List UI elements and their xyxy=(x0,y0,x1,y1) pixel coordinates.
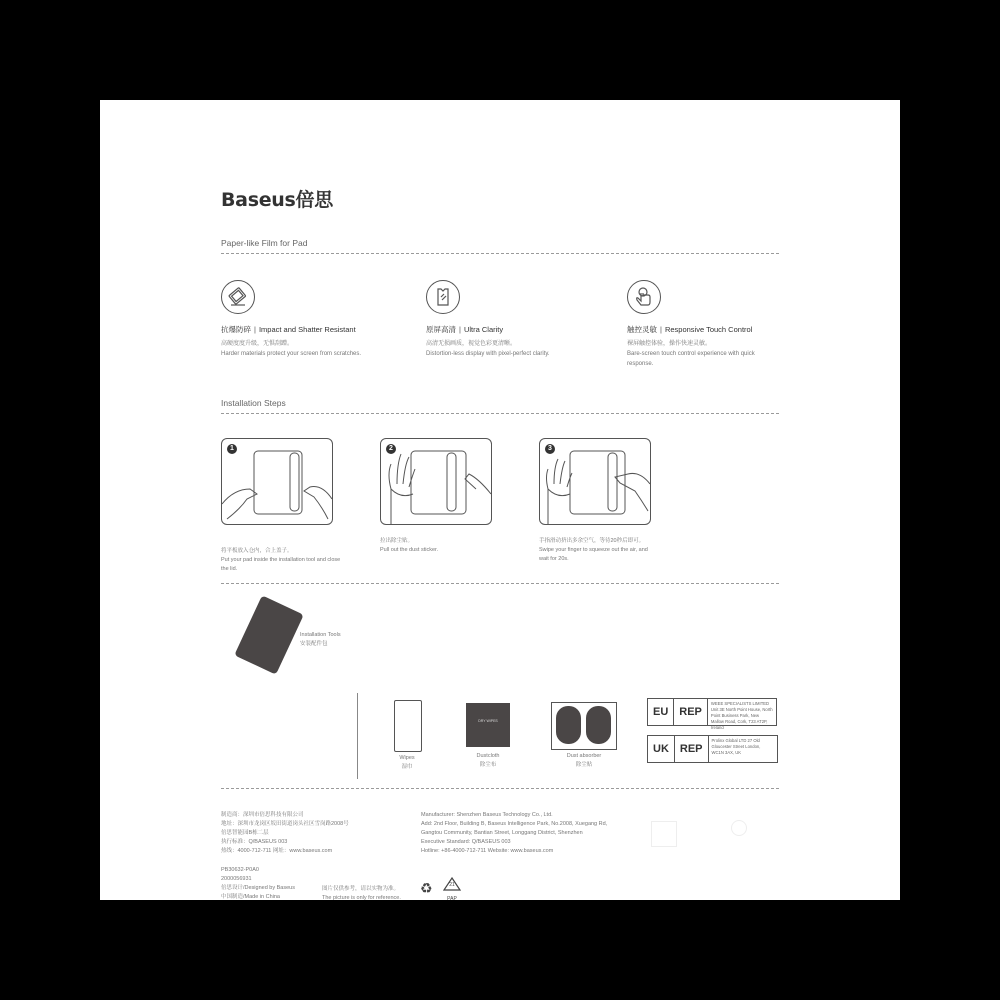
rep-region: UK xyxy=(648,736,675,762)
dust-sticker xyxy=(556,706,581,744)
feature-desc-en: Distortion-less display with pixel-perfect clarity. xyxy=(426,351,550,357)
dust-sticker xyxy=(586,706,611,744)
dust-absorber-label xyxy=(552,752,616,770)
footer-line: 热线：4000-712-711 网址：www.baseus.com xyxy=(221,848,333,854)
rep-address: Prolinx Global LTD 27 Old Gloucester Street London, WC1N 3AX, UK xyxy=(711,738,761,755)
label-cn: 除尘贴 xyxy=(575,762,593,768)
footer-line: 执行标准：Q/BASEUS 003 xyxy=(221,839,288,845)
recycle-icon: ♻ xyxy=(420,880,433,896)
label-en: Installation Tools xyxy=(300,632,341,638)
step-1-desc xyxy=(221,547,341,574)
label-en: Wipes xyxy=(399,755,415,761)
label-en: Dust absorber xyxy=(566,753,602,759)
dustcloth-image xyxy=(466,703,510,747)
step-desc-en: Put your pad inside the installation tool and close the lid. xyxy=(221,557,341,572)
feature-desc-cn: 高硬度度升级，无惧刮蹭。 xyxy=(221,341,294,347)
eu-rep-box xyxy=(647,698,777,730)
feature-title-en: Responsive Touch Control xyxy=(664,325,753,334)
packaging-sheet xyxy=(100,100,900,900)
divider xyxy=(221,583,779,584)
footer-line: Manufacturer: Shenzhen Baseus Technology Co., Ltd. xyxy=(421,812,553,818)
step-desc-en: Swipe your finger to squeeze out the air, and wait for 20s. xyxy=(539,547,648,562)
faded-mark-square xyxy=(651,821,677,847)
rep-label: REP xyxy=(675,736,709,762)
label-cn: 除尘布 xyxy=(479,762,497,768)
feature-desc-en: Bare-screen touch control experience with quick response. xyxy=(627,351,755,367)
note-en: The picture is only for reference. xyxy=(322,895,401,901)
footer-en-info xyxy=(421,811,607,856)
made-in: 中国制造/Made in China xyxy=(221,894,280,900)
footer-line: Gangtou Community, Bantian Street, Longgang District, Shenzhen xyxy=(421,830,583,836)
step-desc-cn: 拉出除尘贴。 xyxy=(380,538,414,544)
divider xyxy=(221,413,779,414)
installation-title: Installation Steps xyxy=(221,398,286,408)
step-2-illustration xyxy=(380,438,492,525)
footer-line: Add: 2nd Floor, Building B, Baseus Intelligence Park, No.2008, Xuegang Rd, xyxy=(421,821,608,827)
feature-title-en: Impact and Shatter Resistant xyxy=(258,325,356,334)
footer-line: 制造商：深圳市倍思科技有限公司 xyxy=(221,812,304,818)
footer-line: 地址：深圳市龙岗区坂田街道岗头社区雪岗路2008号 xyxy=(221,821,349,827)
brand-logo: Baseus倍思 xyxy=(221,189,333,211)
installation-tool-image xyxy=(234,595,304,674)
step-number: 2 xyxy=(386,444,396,454)
installation-tools-label xyxy=(300,631,341,649)
step-number: 1 xyxy=(227,444,237,454)
label-cn: 湿巾 xyxy=(401,764,413,770)
divider xyxy=(221,788,779,789)
step-2-desc xyxy=(380,537,500,555)
wipes-image xyxy=(394,700,422,752)
wipes-label xyxy=(396,754,418,772)
uk-rep-box xyxy=(647,735,778,763)
feature-desc-cn: 高清无损画质，视觉色彩更清晰。 xyxy=(426,341,517,347)
feature-title-en: Ultra Clarity xyxy=(463,325,504,334)
footer-cn-info xyxy=(221,811,349,856)
shield-tablet-icon xyxy=(221,280,255,314)
feature-desc-en: Harder materials protect your screen from scratches. xyxy=(221,351,362,357)
step-3-desc xyxy=(539,537,659,564)
feature-title-cn: 原屏高清 xyxy=(426,325,456,334)
touch-finger-icon xyxy=(627,280,661,314)
barcode-number: 2000056931 xyxy=(221,876,252,882)
label-cn: 安装配件包 xyxy=(300,641,328,647)
step-3-illustration xyxy=(539,438,651,525)
product-title: Paper-like Film for Pad xyxy=(221,238,308,248)
rep-label: REP xyxy=(674,699,708,725)
step-1-illustration xyxy=(221,438,333,525)
rep-region: EU xyxy=(648,699,674,725)
recycle-code: 21 xyxy=(449,882,455,888)
step-number: 3 xyxy=(545,444,555,454)
feature-clarity: 原屏高清 | Ultra Clarity 高清无损画质，视觉色彩更清晰。 Distortion-less display with pixel-perfect clarity. xyxy=(426,280,596,359)
step-desc-cn: 手指滑动挤出多余空气，等待20秒后即可。 xyxy=(539,538,645,544)
feature-title-cn: 抗爆防碎 xyxy=(221,325,251,334)
pap-recycle-icon xyxy=(443,877,461,902)
footer-line: 倍思智能园B栋二层 xyxy=(221,830,269,836)
dustcloth-pack-label: DRY WIPES xyxy=(478,719,498,723)
rep-address: WEEE SPECIALISTS LIMITED Unit 3E North Point House, North Point Business Park, New Mallow Road, Cork, T23 AT2P, Ireland xyxy=(710,701,773,730)
footer-line: Hotline: +86-4000-712-711 Website: www.baseus.com xyxy=(421,848,554,854)
feature-touch: 触控灵敏 | Responsive Touch Control 裸屏触控体验，操作快速灵敏。 Bare-screen touch control experience with quick response. xyxy=(627,280,797,369)
faded-mark-circle xyxy=(731,820,747,836)
footer-line: Executive Standard: Q/BASEUS 003 xyxy=(421,839,511,845)
feature-title-cn: 触控灵敏 xyxy=(627,325,657,334)
step-desc-en: Pull out the dust sticker. xyxy=(380,547,439,553)
product-code: PB30632-P0A0 xyxy=(221,867,259,873)
vertical-divider xyxy=(357,693,358,779)
feature-impact: 抗爆防碎 | Impact and Shatter Resistant 高硬度度升级，无惧刮蹭。 Harder materials protect your screen from scratches. xyxy=(221,280,391,359)
footer-codes xyxy=(221,866,295,902)
step-desc-cn: 将平板放入仓内，合上盖子。 xyxy=(221,548,293,554)
reference-note xyxy=(322,885,401,903)
clear-screen-icon xyxy=(426,280,460,314)
label-en: Dustcloth xyxy=(476,753,500,759)
dustcloth-label xyxy=(468,752,508,770)
note-cn: 图片仅供参考，请以实物为准。 xyxy=(322,886,400,892)
feature-desc-cn: 裸屏触控体验，操作快速灵敏。 xyxy=(627,341,712,347)
designed-by: 倍思设计/Designed by Baseus xyxy=(221,885,295,891)
recycle-label: PAP xyxy=(447,896,457,902)
divider xyxy=(221,253,779,254)
dust-absorber-image xyxy=(551,702,617,750)
